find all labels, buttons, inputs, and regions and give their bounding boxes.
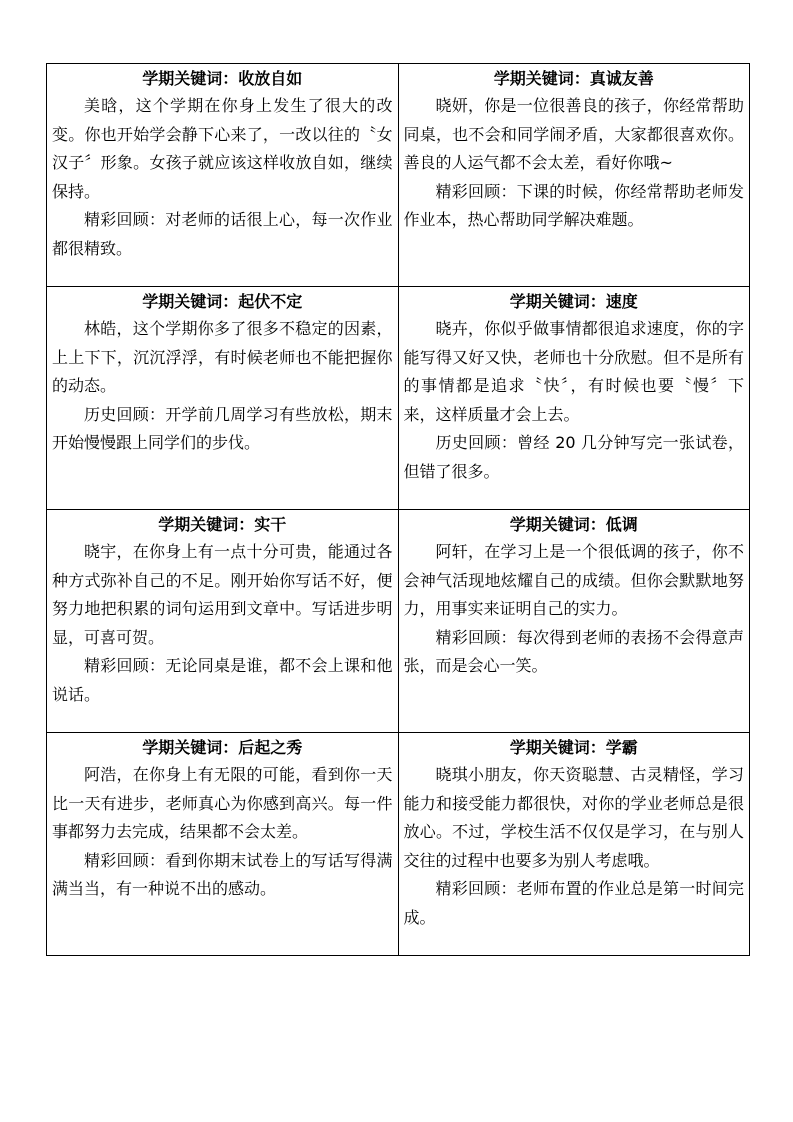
card-review-text: 精彩回顾：下课的时候，你经常帮助老师发作业本，热心帮助同学解决难题。	[403, 181, 744, 230]
comment-card-table	[46, 63, 750, 956]
card-comment-text: 晓妍，你是一位很善良的孩子，你经常帮助同桌，也不会和同学闹矛盾，大家都很喜欢你。善良的人运气都不会太差，看好你哦~	[403, 96, 744, 173]
comment-card	[47, 733, 399, 956]
card-keyword-title: 学期关键词：后起之秀	[142, 738, 303, 757]
card-keyword-title: 学期关键词：速度	[509, 292, 638, 311]
card-comment-text: 晓卉，你似乎做事情都很追求速度，你的字能写得又好又快，老师也十分欣慰。但不是所有的事情都是追求〝快〞，有时候也要〝慢〞下来，这样质量才会上去。	[403, 319, 744, 424]
card-keyword-title: 学期关键词：实干	[158, 515, 287, 534]
comment-card	[47, 287, 399, 510]
comment-card	[398, 287, 750, 510]
card-keyword-title: 学期关键词：真诚友善	[493, 69, 654, 88]
card-comment-text: 美晗，这个学期在你身上发生了很大的改变。你也开始学会静下心来了，一改以往的〝女汉子〞形象。女孩子就应该这样收放自如，继续保持。	[52, 96, 393, 201]
card-comment-text: 阿轩，在学习上是一个很低调的孩子，你不会神气活现地炫耀自己的成绩。但你会默默地努力，用事实来证明自己的实力。	[403, 542, 744, 619]
card-review-text: 精彩回顾：无论同桌是谁，都不会上课和他说话。	[52, 656, 393, 704]
card-review-text: 精彩回顾：看到你期末试卷上的写话写得满满当当，有一种说不出的感动。	[52, 850, 393, 899]
table-row	[47, 64, 750, 287]
comment-card	[47, 510, 399, 733]
card-comment-text: 晓宇，在你身上有一点十分可贵，能通过各种方式弥补自己的不足。刚开始你写话不好，便努力地把积累的词句运用到文章中。写话进步明显，可喜可贺。	[52, 542, 393, 647]
card-keyword-title: 学期关键词：收放自如	[142, 69, 303, 88]
card-comment-text: 林皓，这个学期你多了很多不稳定的因素，上上下下，沉沉浮浮，有时候老师也不能把握你的动态。	[52, 319, 393, 396]
card-review-text: 历史回顾：曾经 20 几分钟写完一张试卷，但错了很多。	[403, 433, 744, 481]
comment-card	[398, 510, 750, 733]
card-review-text: 精彩回顾：每次得到老师的表扬不会得意声张，而是会心一笑。	[403, 627, 744, 676]
card-keyword-title: 学期关键词：起伏不定	[142, 292, 303, 311]
comment-card	[47, 64, 399, 287]
comment-card	[398, 64, 750, 287]
card-keyword-title: 学期关键词：低调	[509, 515, 638, 534]
table-row	[47, 733, 750, 956]
card-review-text: 精彩回顾：对老师的话很上心，每一次作业都很精致。	[52, 210, 393, 258]
comment-card	[398, 733, 750, 956]
card-review-text: 精彩回顾：老师布置的作业总是第一时间完成。	[403, 879, 744, 927]
card-comment-text: 晓琪小朋友，你天资聪慧、古灵精怪，学习能力和接受能力都很快，对你的学业老师总是很放心。不过，学校生活不仅仅是学习，在与别人交往的过程中也要多为别人考虑哦。	[403, 765, 744, 870]
card-keyword-title: 学期关键词：学霸	[509, 738, 638, 757]
card-comment-text: 阿浩，在你身上有无限的可能，看到你一天比一天有进步，老师真心为你感到高兴。每一件事都努力去完成，结果都不会太差。	[52, 765, 393, 842]
card-review-text: 历史回顾：开学前几周学习有些放松，期末开始慢慢跟上同学们的步伐。	[52, 404, 393, 453]
table-row	[47, 287, 750, 510]
table-row	[47, 510, 750, 733]
